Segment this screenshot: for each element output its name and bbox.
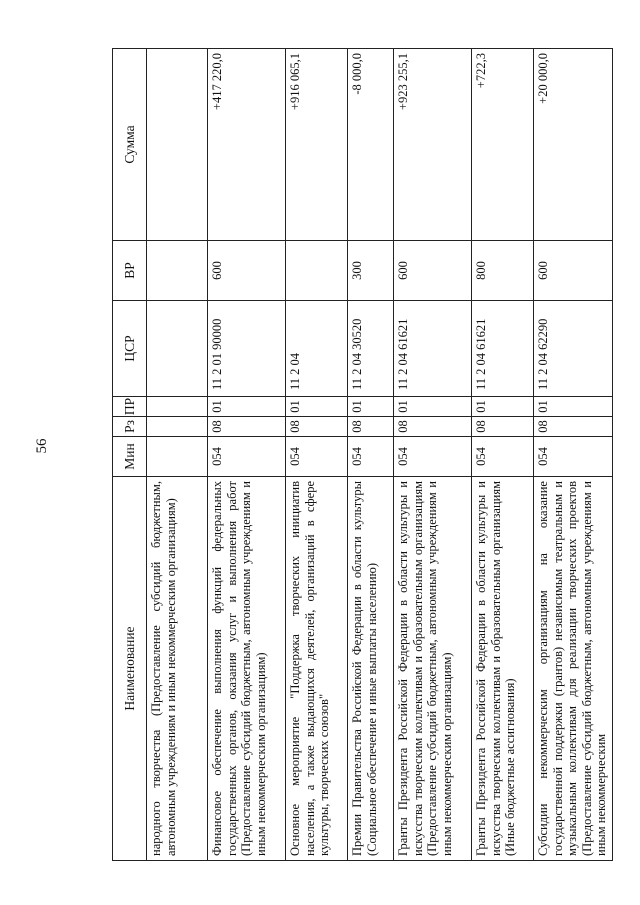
table-row: [286, 49, 348, 861]
table-row: [147, 49, 208, 861]
cell-name: народного творчества (Предоставление субсидий бюджетным, автономным учреждениям и иным некоммерческим организациям): [147, 477, 208, 861]
cell-vr: 600: [394, 241, 472, 301]
table-row: [208, 49, 286, 861]
header-csr: ЦСР: [113, 301, 147, 397]
cell-name: Финансовое обеспечение выполнения функций федеральных государственных органов, оказания услуг и выполнения работ (Предоставление субсидий бюджетным, автономным учреждениям и иным некоммерческим организациям): [208, 477, 286, 861]
header-vr: ВР: [113, 241, 147, 301]
cell-min: 054: [208, 437, 286, 477]
cell-min: [147, 437, 208, 477]
cell-name: Гранты Президента Российской Федерации в области культуры и искусства творческим коллективам и образовательным организациям (Предоставление субсидий бюджетным, автономным учреждениям и иным некоммерческим организациям): [394, 477, 472, 861]
header-min: Мин: [113, 437, 147, 477]
cell-vr: 600: [534, 241, 613, 301]
cell-sum: -8 000,0: [348, 49, 394, 241]
page-number: 56: [34, 438, 50, 454]
table-header-row: [113, 49, 147, 861]
cell-rz: 08: [394, 417, 472, 437]
table-row: [534, 49, 613, 861]
cell-pr: 01: [394, 397, 472, 417]
cell-rz: [147, 417, 208, 437]
cell-sum: [147, 49, 208, 241]
cell-rz: 08: [208, 417, 286, 437]
header-pr: ПР: [113, 397, 147, 417]
cell-rz: 08: [286, 417, 348, 437]
cell-sum: +417 220,0: [208, 49, 286, 241]
cell-vr: 600: [208, 241, 286, 301]
cell-name: Основное мероприятие "Поддержка творческих инициатив населения, а также выдающихся деятелей, организаций в сфере культуры, творческих союзов": [286, 477, 348, 861]
cell-pr: 01: [208, 397, 286, 417]
budget-table: [112, 48, 613, 861]
cell-csr: 11 2 04 30520: [348, 301, 394, 397]
budget-table-container: [112, 49, 610, 861]
cell-pr: 01: [472, 397, 534, 417]
cell-vr: [286, 241, 348, 301]
cell-min: 054: [394, 437, 472, 477]
cell-min: 054: [534, 437, 613, 477]
cell-pr: [147, 397, 208, 417]
cell-csr: 11 2 01 90000: [208, 301, 286, 397]
cell-csr: [147, 301, 208, 397]
cell-pr: 01: [534, 397, 613, 417]
cell-pr: 01: [348, 397, 394, 417]
cell-rz: 08: [472, 417, 534, 437]
cell-min: 054: [286, 437, 348, 477]
cell-name: Премии Правительства Российской Федерации в области культуры (Социальное обеспечение и иные выплаты населению): [348, 477, 394, 861]
cell-rz: 08: [534, 417, 613, 437]
cell-csr: 11 2 04 61621: [394, 301, 472, 397]
cell-rz: 08: [348, 417, 394, 437]
cell-name: Субсидии некоммерческим организациям на оказание государственной поддержки (грантов) независимым театральным и музыкальным коллективам для реализации творческих проектов (Предоставление субсидий бюджетным, автономным учреждениям и иным некоммерческим: [534, 477, 613, 861]
cell-sum: +923 255,1: [394, 49, 472, 241]
cell-name: Гранты Президента Российской Федерации в области культуры и искусства творческим коллективам и образовательным организациям (Иные бюджетные ассигнования): [472, 477, 534, 861]
table-row: [348, 49, 394, 861]
cell-vr: 800: [472, 241, 534, 301]
cell-pr: 01: [286, 397, 348, 417]
cell-min: 054: [472, 437, 534, 477]
cell-csr: 11 2 04: [286, 301, 348, 397]
cell-vr: [147, 241, 208, 301]
cell-sum: +20 000,0: [534, 49, 613, 241]
header-rz: Рз: [113, 417, 147, 437]
table-row: [394, 49, 472, 861]
header-name: Наименование: [113, 477, 147, 861]
cell-min: 054: [348, 437, 394, 477]
cell-csr: 11 2 04 62290: [534, 301, 613, 397]
table-row: [472, 49, 534, 861]
cell-sum: +722,3: [472, 49, 534, 241]
header-sum: Сумма: [113, 49, 147, 241]
cell-sum: +916 065,1: [286, 49, 348, 241]
cell-vr: 300: [348, 241, 394, 301]
cell-csr: 11 2 04 61621: [472, 301, 534, 397]
